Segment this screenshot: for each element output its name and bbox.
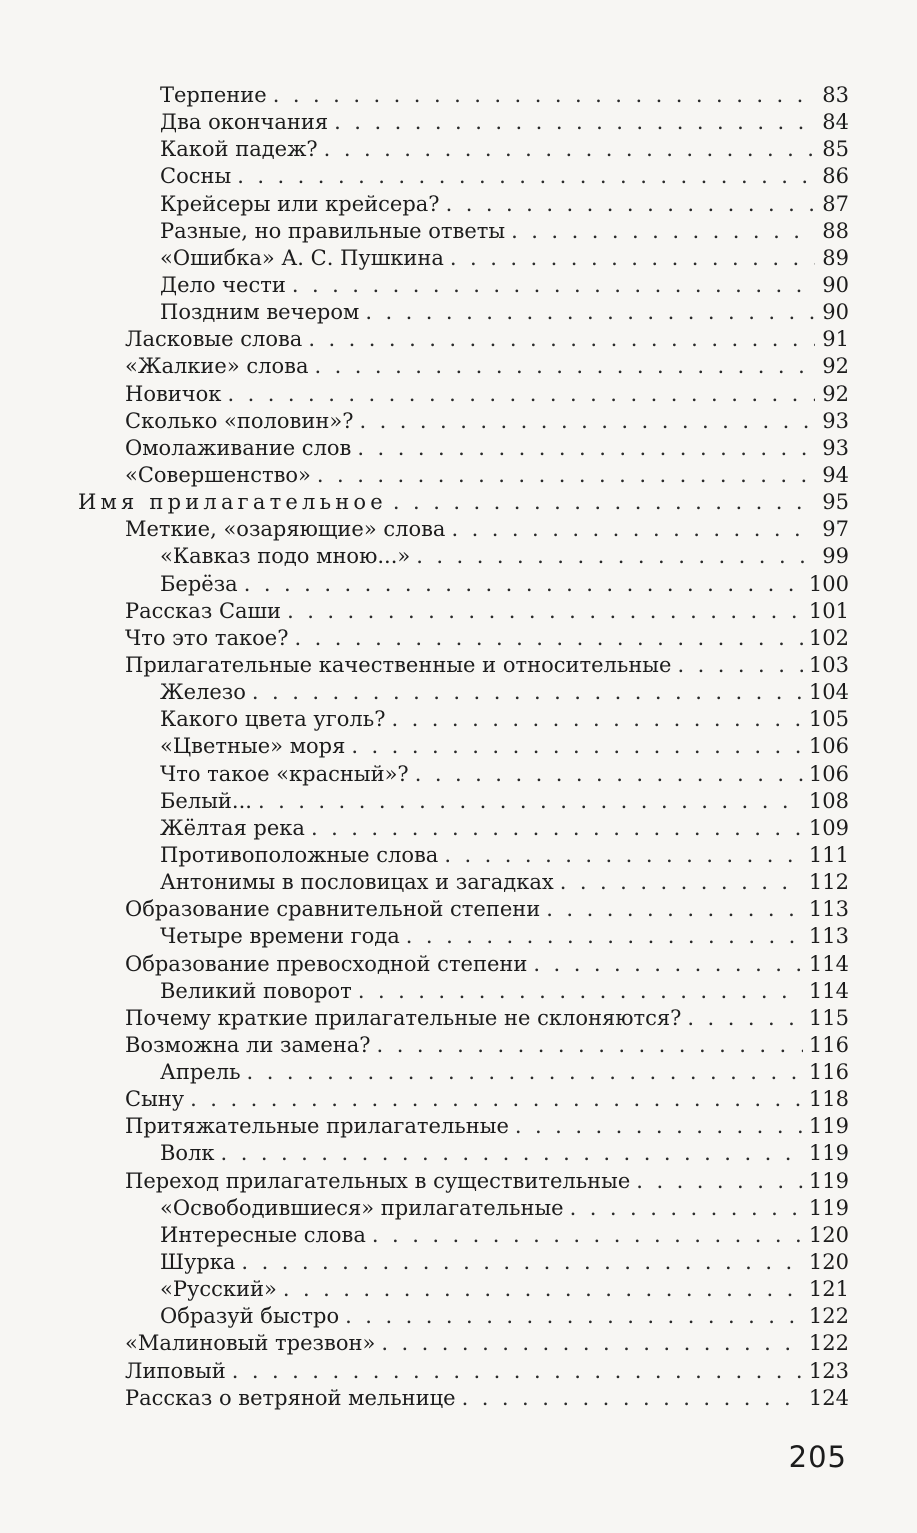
toc-entry-title: Ласковые слова — [125, 327, 303, 352]
toc-entry — [0, 571, 849, 598]
dot-leader — [636, 1168, 803, 1195]
dot-leader — [258, 788, 803, 815]
toc-entry-title: «Малиновый трезвон» — [125, 1331, 376, 1356]
toc-entry — [0, 1222, 849, 1249]
toc-entry — [0, 408, 849, 435]
toc-entry-title: Сколько «половин»? — [125, 408, 354, 433]
toc-entry-page: 123 — [808, 1358, 849, 1383]
toc-entry-title: Имя прилагательное — [78, 490, 387, 515]
toc-entry-page: 103 — [808, 652, 849, 677]
toc-entry-page: 104 — [808, 680, 849, 705]
toc-entry-page: 122 — [808, 1304, 849, 1329]
dot-leader — [190, 1086, 803, 1113]
toc-entry-page: 93 — [822, 408, 849, 433]
dot-leader — [393, 489, 815, 516]
toc-entry-title: Рассказ о ветряной мельнице — [125, 1385, 456, 1410]
dot-leader — [416, 543, 815, 570]
dot-leader — [308, 326, 815, 353]
toc-entry — [0, 462, 849, 489]
toc-entry — [0, 191, 849, 218]
dot-leader — [324, 136, 815, 163]
dot-leader — [358, 978, 803, 1005]
toc-entry-title: Железо — [160, 680, 246, 705]
toc-entry — [0, 1059, 849, 1086]
dot-leader — [415, 761, 803, 788]
dot-leader — [381, 1330, 803, 1357]
toc-entry-page: 102 — [808, 625, 849, 650]
toc-entry — [0, 652, 849, 679]
toc-entry-page: 108 — [808, 788, 849, 813]
toc-entry-title: Антонимы в пословицах и загадках — [160, 870, 554, 895]
toc-entry-page: 89 — [822, 245, 849, 270]
dot-leader — [241, 1249, 802, 1276]
toc-entry — [0, 353, 849, 380]
dot-leader — [317, 462, 815, 489]
toc-entry-page: 93 — [822, 435, 849, 460]
toc-entry — [0, 163, 849, 190]
toc-entry — [0, 1330, 849, 1357]
toc-entry-title: Противоположные слова — [160, 842, 439, 867]
toc-entry-title: Сыну — [125, 1087, 185, 1112]
dot-leader — [446, 191, 815, 218]
toc-entry — [0, 706, 849, 733]
toc-entry-page: 83 — [822, 83, 849, 107]
dot-leader — [515, 1113, 803, 1140]
toc-entry-page: 99 — [822, 544, 849, 569]
toc-entry — [0, 896, 849, 923]
toc-entry — [0, 1032, 849, 1059]
toc-entry-title: Почему краткие прилагательные не склоняются? — [125, 1005, 682, 1030]
toc-entry — [0, 435, 849, 462]
toc-entry — [0, 543, 849, 570]
toc-entry-title: Прилагательные качественные и относительные — [125, 652, 672, 677]
toc-entry — [0, 109, 849, 136]
page-number: 205 — [788, 1440, 847, 1474]
toc-entry-page: 115 — [808, 1005, 849, 1030]
toc-entry-title: «Жалкие» слова — [125, 354, 309, 379]
toc-entry-title: Сосны — [160, 164, 232, 189]
toc-entry-page: 119 — [808, 1141, 849, 1166]
toc-entry-page: 113 — [808, 924, 849, 949]
dot-leader — [570, 1195, 803, 1222]
toc-entry-title: Белый... — [160, 788, 252, 813]
dot-leader — [377, 1032, 803, 1059]
toc-entry — [0, 598, 849, 625]
toc-entry-page: 101 — [808, 598, 849, 623]
table-of-contents — [0, 82, 917, 1412]
dot-leader — [560, 869, 803, 896]
toc-entry-title: Переход прилагательных в существительные — [125, 1168, 631, 1193]
dot-leader — [351, 733, 803, 760]
toc-entry-page: 87 — [822, 191, 849, 216]
toc-entry — [0, 761, 849, 788]
toc-entry — [0, 1358, 849, 1385]
toc-entry-title: Крейсеры или крейсера? — [160, 191, 440, 216]
toc-entry — [0, 1140, 849, 1167]
dot-leader — [244, 571, 803, 598]
toc-entry-page: 120 — [808, 1250, 849, 1275]
toc-entry-page: 85 — [822, 137, 849, 162]
toc-entry — [0, 815, 849, 842]
toc-entry-title: «Русский» — [160, 1277, 277, 1302]
toc-entry — [0, 923, 849, 950]
toc-entry-title: Жёлтая река — [160, 815, 305, 840]
toc-entry-title: Интересные слова — [160, 1222, 366, 1247]
toc-entry-page: 92 — [822, 354, 849, 379]
toc-entry-page: 114 — [808, 978, 849, 1003]
toc-entry-title: Что такое «красный»? — [160, 761, 409, 786]
dot-leader — [314, 353, 815, 380]
toc-entry — [0, 1113, 849, 1140]
toc-entry-page: 121 — [808, 1277, 849, 1302]
toc-entry-title: Возможна ли замена? — [125, 1032, 371, 1057]
dot-leader — [687, 1005, 803, 1032]
toc-entry-page: 118 — [808, 1087, 849, 1112]
toc-entry — [0, 978, 849, 1005]
toc-entry-page: 84 — [822, 110, 849, 135]
toc-entry-page: 119 — [808, 1168, 849, 1193]
dot-leader — [237, 163, 815, 190]
toc-entry-page: 88 — [822, 218, 849, 243]
dot-leader — [365, 299, 815, 326]
toc-entry-page: 94 — [822, 462, 849, 487]
dot-leader — [533, 951, 803, 978]
toc-entry — [0, 951, 849, 978]
toc-entry — [0, 381, 849, 408]
toc-entry — [0, 1276, 849, 1303]
dot-leader — [334, 109, 815, 136]
toc-entry — [0, 245, 849, 272]
toc-entry-page: 116 — [808, 1060, 849, 1085]
toc-entry-page: 106 — [808, 761, 849, 786]
toc-entry — [0, 82, 849, 109]
toc-entry-title: Апрель — [160, 1060, 241, 1085]
toc-entry-title: Притяжательные прилагательные — [125, 1114, 509, 1139]
toc-entry-title: Липовый — [125, 1358, 226, 1383]
toc-entry-page: 97 — [822, 517, 849, 542]
toc-entry-page: 116 — [808, 1032, 849, 1057]
dot-leader — [357, 435, 815, 462]
dot-leader — [287, 598, 803, 625]
toc-section-heading — [0, 489, 849, 516]
dot-leader — [359, 408, 815, 435]
toc-entry-title: Образуй быстро — [160, 1304, 340, 1329]
dot-leader — [221, 1140, 803, 1167]
dot-leader — [462, 1385, 803, 1412]
toc-entry-title: Поздним вечером — [160, 300, 360, 325]
toc-entry-title: Разные, но правильные ответы — [160, 218, 506, 243]
toc-entry-page: 106 — [808, 734, 849, 759]
toc-entry-page: 92 — [822, 381, 849, 406]
toc-entry-title: Два окончания — [160, 110, 329, 135]
toc-entry — [0, 1168, 849, 1195]
toc-entry-page: 86 — [822, 164, 849, 189]
dot-leader — [450, 245, 815, 272]
dot-leader — [546, 896, 803, 923]
toc-entry-page: 113 — [808, 897, 849, 922]
toc-entry-title: Волк — [160, 1141, 215, 1166]
dot-leader — [292, 272, 815, 299]
toc-entry-page: 100 — [808, 571, 849, 596]
toc-entry-title: Шурка — [160, 1250, 236, 1275]
toc-entry-page: 122 — [808, 1331, 849, 1356]
toc-entry — [0, 1385, 849, 1412]
toc-entry-title: «Освободившиеся» прилагательные — [160, 1195, 564, 1220]
toc-entry-page: 119 — [808, 1195, 849, 1220]
dot-leader — [345, 1303, 803, 1330]
toc-entry — [0, 136, 849, 163]
toc-entry — [0, 1086, 849, 1113]
toc-entry-page: 119 — [808, 1114, 849, 1139]
toc-entry — [0, 1005, 849, 1032]
toc-entry-page: 91 — [822, 327, 849, 352]
toc-entry — [0, 1195, 849, 1222]
toc-entry-title: Четыре времени года — [160, 924, 400, 949]
dot-leader — [232, 1358, 803, 1385]
toc-entry-title: «Совершенство» — [125, 462, 311, 487]
dot-leader — [294, 625, 802, 652]
dot-leader — [677, 652, 802, 679]
toc-entry-title: Терпение — [160, 83, 267, 107]
toc-entry-page: 109 — [808, 815, 849, 840]
toc-entry — [0, 272, 849, 299]
dot-leader — [252, 679, 803, 706]
toc-entry — [0, 299, 849, 326]
toc-entry-title: Новичок — [125, 381, 222, 406]
toc-entry-page: 90 — [822, 300, 849, 325]
toc-entry-title: Какой падеж? — [160, 137, 318, 162]
toc-entry-title: Образование превосходной степени — [125, 951, 528, 976]
toc-entry-title: «Кавказ подо мною...» — [160, 544, 411, 569]
toc-entry-title: «Цветные» моря — [160, 734, 346, 759]
toc-entry-title: Что это такое? — [125, 625, 289, 650]
toc-entry — [0, 869, 849, 896]
dot-leader — [451, 516, 815, 543]
dot-leader — [444, 842, 803, 869]
dot-leader — [511, 218, 815, 245]
toc-entry — [0, 516, 849, 543]
toc-entry-page: 95 — [822, 490, 849, 515]
dot-leader — [372, 1222, 803, 1249]
toc-entry — [0, 1249, 849, 1276]
toc-entry — [0, 326, 849, 353]
toc-entry-title: Рассказ Саши — [125, 598, 282, 623]
dot-leader — [283, 1276, 803, 1303]
toc-entry-title: Какого цвета уголь? — [160, 707, 386, 732]
toc-entry — [0, 733, 849, 760]
dot-leader — [311, 815, 803, 842]
toc-entry — [0, 842, 849, 869]
dot-leader — [227, 381, 815, 408]
dot-leader — [273, 82, 815, 109]
toc-entry — [0, 1303, 849, 1330]
toc-entry-title: «Ошибка» А. С. Пушкина — [160, 245, 444, 270]
dot-leader — [391, 706, 802, 733]
toc-entry-page: 105 — [808, 707, 849, 732]
toc-entry-title: Великий поворот — [160, 978, 352, 1003]
toc-entry — [0, 218, 849, 245]
dot-leader — [406, 923, 803, 950]
toc-entry-page: 90 — [822, 272, 849, 297]
dot-leader — [247, 1059, 803, 1086]
toc-entry-title: Образование сравнительной степени — [125, 897, 541, 922]
toc-entry-title: Дело чести — [160, 272, 286, 297]
toc-entry — [0, 679, 849, 706]
toc-entry-page: 124 — [808, 1385, 849, 1410]
toc-entry — [0, 788, 849, 815]
toc-entry-title: Берёза — [160, 571, 238, 596]
toc-entry-page: 114 — [808, 951, 849, 976]
toc-entry — [0, 625, 849, 652]
toc-entry-page: 112 — [808, 870, 849, 895]
toc-entry-title: Меткие, «озаряющие» слова — [125, 517, 446, 542]
toc-entry-title: Омолаживание слов — [125, 435, 352, 460]
toc-entry-page: 120 — [808, 1222, 849, 1247]
toc-entry-page: 111 — [808, 842, 849, 867]
